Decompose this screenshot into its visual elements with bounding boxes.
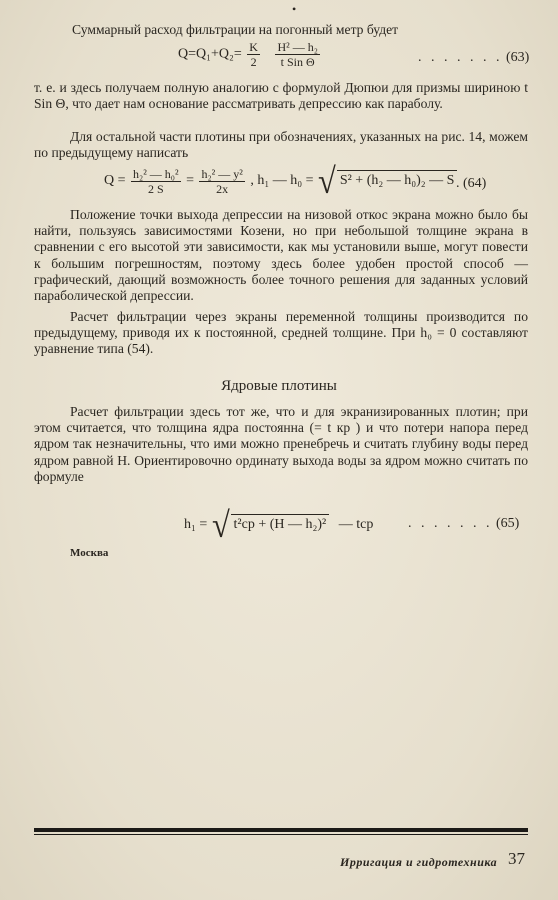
- equation-63: [178, 40, 322, 69]
- eq65-tail: — tср: [338, 517, 374, 533]
- eq64-frac2-den: 2x: [216, 181, 229, 196]
- eq63-number-row: . . . . . . . (63): [418, 50, 530, 65]
- eq63-lhs: Q=Q₁+Q₂=: [178, 46, 242, 62]
- city-label: Москва: [70, 547, 109, 559]
- eq63-fraction-1: [247, 40, 260, 69]
- square-root-icon: √: [211, 505, 230, 545]
- paragraph-2: Для остальной части плотины при обозначениях, указанных на рис. 14, можем по предыдущему написать: [34, 129, 528, 161]
- eq64-frac1-den: 2 S: [147, 181, 164, 196]
- eq65-lhs: h₁ =: [184, 517, 208, 533]
- equation-65: [184, 505, 374, 545]
- eq65-number-row: . . . . . . . (65): [408, 516, 520, 531]
- eq64-fraction-1: [131, 167, 181, 196]
- eq64-lhs: Q =: [104, 173, 126, 189]
- top-mark: •: [292, 2, 297, 16]
- eq63-frac1-num: K: [249, 40, 258, 54]
- section-heading: Ядровые плотины: [221, 378, 337, 394]
- eq63-frac2-den: t Sin Θ: [280, 55, 315, 69]
- eq63-number: (63): [506, 50, 530, 65]
- journal-title: Ирригация и гидротехника: [340, 855, 498, 869]
- square-root-icon: √: [318, 161, 336, 201]
- equation-64: [104, 161, 457, 201]
- eq63-frac2-num: H² — h₂: [277, 40, 318, 54]
- eq64-mid: , h₁ — h₀ =: [250, 173, 314, 189]
- intro-line: Суммарный расход фильтрации на погонный метр будет: [72, 22, 399, 37]
- eq65-number: (65): [496, 516, 520, 531]
- eq64-number: . (64): [456, 176, 487, 191]
- footer-rule-thin: [34, 834, 528, 835]
- eq64-radicand: S² + (h₂ — h₀)₂ — S: [337, 170, 458, 188]
- paragraph-3: Положение точки выхода депрессии на низовой откос экрана можно было бы найти, пользуясь зависимостями Козени, но при небольшой толщине экрана в сравнении с его высотой эти зависимости, как мы установили выше, могут повести к большим погрешностям, поэтому здесь более удобен простой способ — графический, дающий возможность более точного решения для заданных условий параболической депрессии.: [34, 207, 528, 304]
- paragraph-5: Расчет фильтрации здесь тот же, что и для экранизированных плотин; при этом считается, что толщина ядра постоянна (= t кр ) и что потери напора перед ядром так незначительны, что ими можно пренебречь и считать глубину воды перед ядром равной H. Ориентировочно ординату выхода воды за ядром можно считать по формуле: [34, 404, 528, 484]
- eq64-frac2-num: h₂² — y²: [201, 166, 243, 181]
- page-number: 37: [508, 849, 525, 868]
- eq63-fraction-2: [275, 40, 319, 69]
- eq64-frac1-num: h₂² — h₀²: [133, 166, 179, 181]
- eq64-fraction-2: [199, 167, 244, 196]
- paragraph-4: Расчет фильтрации через экраны переменной толщины производится по предыдущему, приводя их к постоянной, средней толщине. При h₀ = 0 составляют уравнение типа (54).: [34, 309, 528, 357]
- eq64-equals: =: [186, 173, 194, 189]
- eq63-frac1-den: 2: [250, 55, 257, 69]
- eq65-radicand: t²ср + (H — h₂)²: [231, 514, 330, 532]
- footer-rule-thick: [34, 828, 528, 832]
- paragraph-1: т. е. и здесь получаем полную аналогию с формулой Дюпюи для призмы шириною t Sin Θ, что дает нам основание рассматривать депрессию как параболу.: [34, 80, 528, 112]
